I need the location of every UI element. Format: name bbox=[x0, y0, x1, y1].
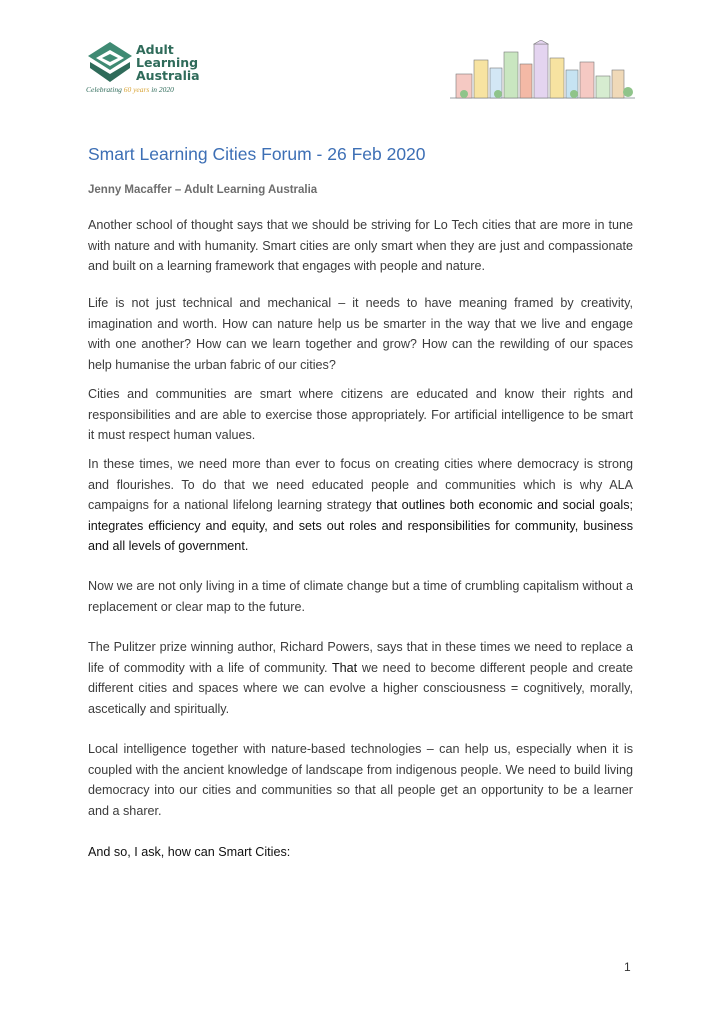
paragraph-climate-change: Now we are not only living in a time of climate change but a time of crumbling capitalism without a replacement or clear map to the future. bbox=[88, 579, 633, 614]
logo-tagline-a: Celebrating bbox=[86, 85, 124, 94]
adult-learning-australia-logo bbox=[86, 38, 216, 98]
paragraph-powers-text-a: The Pulitzer prize winning author, Richard Powers, says that in these times we need to replace a life of commodity with a life of community. bbox=[88, 640, 633, 675]
paragraph-powers-text-b: That bbox=[331, 660, 358, 675]
logo-tagline-c: in 2020 bbox=[149, 85, 174, 94]
page-header bbox=[0, 0, 720, 110]
paragraph-powers-text-c: we need to become different people and create different cities and spaces where we can evolve a higher consciousness = cognitively, morally, ascetically and spiritually. bbox=[88, 660, 633, 716]
paragraph-ala-text: In these times, we need more than ever to focus on creating cities where democracy is strong and flourishes. To do that we need educated people and communities which is why ALA campaigns for a national lifelong learning strategy bbox=[88, 457, 633, 512]
logo-line-1: Adult bbox=[136, 42, 174, 57]
logo-tagline bbox=[86, 85, 174, 94]
paragraph-richard-powers bbox=[88, 637, 633, 719]
document-title: Smart Learning Cities Forum - 26 Feb 2020 bbox=[88, 144, 426, 164]
logo-tagline-highlight: 60 years bbox=[123, 85, 150, 94]
logo-wordmark bbox=[136, 43, 200, 82]
page-number: 1 bbox=[624, 960, 631, 974]
document-author: Jenny Macaffer – Adult Learning Australia bbox=[88, 184, 318, 196]
paragraph-local-intelligence: Local intelligence together with nature-based technologies – can help us, especially when it is coupled with the ancient knowledge of landscape from indigenous people. We need to build living democracy into our cities and communities so that all people get an opportunity to be a learner and a sharer. bbox=[88, 742, 633, 818]
logo-mark-icon bbox=[86, 40, 134, 84]
paragraph-lo-tech: Another school of thought says that we should be striving for Lo Tech cities that are more in tune with nature and with humanity. Smart cities are only smart when they are just and compassionate and built on a learning framework that engages with people and nature. bbox=[88, 218, 633, 273]
city-skyline-illustration bbox=[450, 40, 635, 102]
paragraph-cities-smart: Cities and communities are smart where citizens are educated and know their rights and responsibilities and are able to exercise those appropriately. For artificial intelligence to be smart it must respect human values. bbox=[88, 387, 633, 442]
logo-line-3: Australia bbox=[136, 68, 200, 83]
paragraph-life-not-technical: Life is not just technical and mechanical – it needs to have meaning framed by creativity, imagination and worth. How can nature help us be smarter in the way that we live and engage with one another? How can we learn together and grow? How can the rewilding of our spaces help humanise the urban fabric of our cities? bbox=[88, 296, 633, 372]
paragraph-ala-strategy-emphasis: that outlines both economic and social goals; integrates efficiency and equity, and sets out roles and responsibilities for community, business and all levels of government. bbox=[88, 498, 633, 553]
paragraph-ala-strategy bbox=[88, 454, 633, 557]
paragraph-and-so: And so, I ask, how can Smart Cities: bbox=[88, 845, 291, 859]
logo-line-2: Learning bbox=[136, 55, 199, 70]
